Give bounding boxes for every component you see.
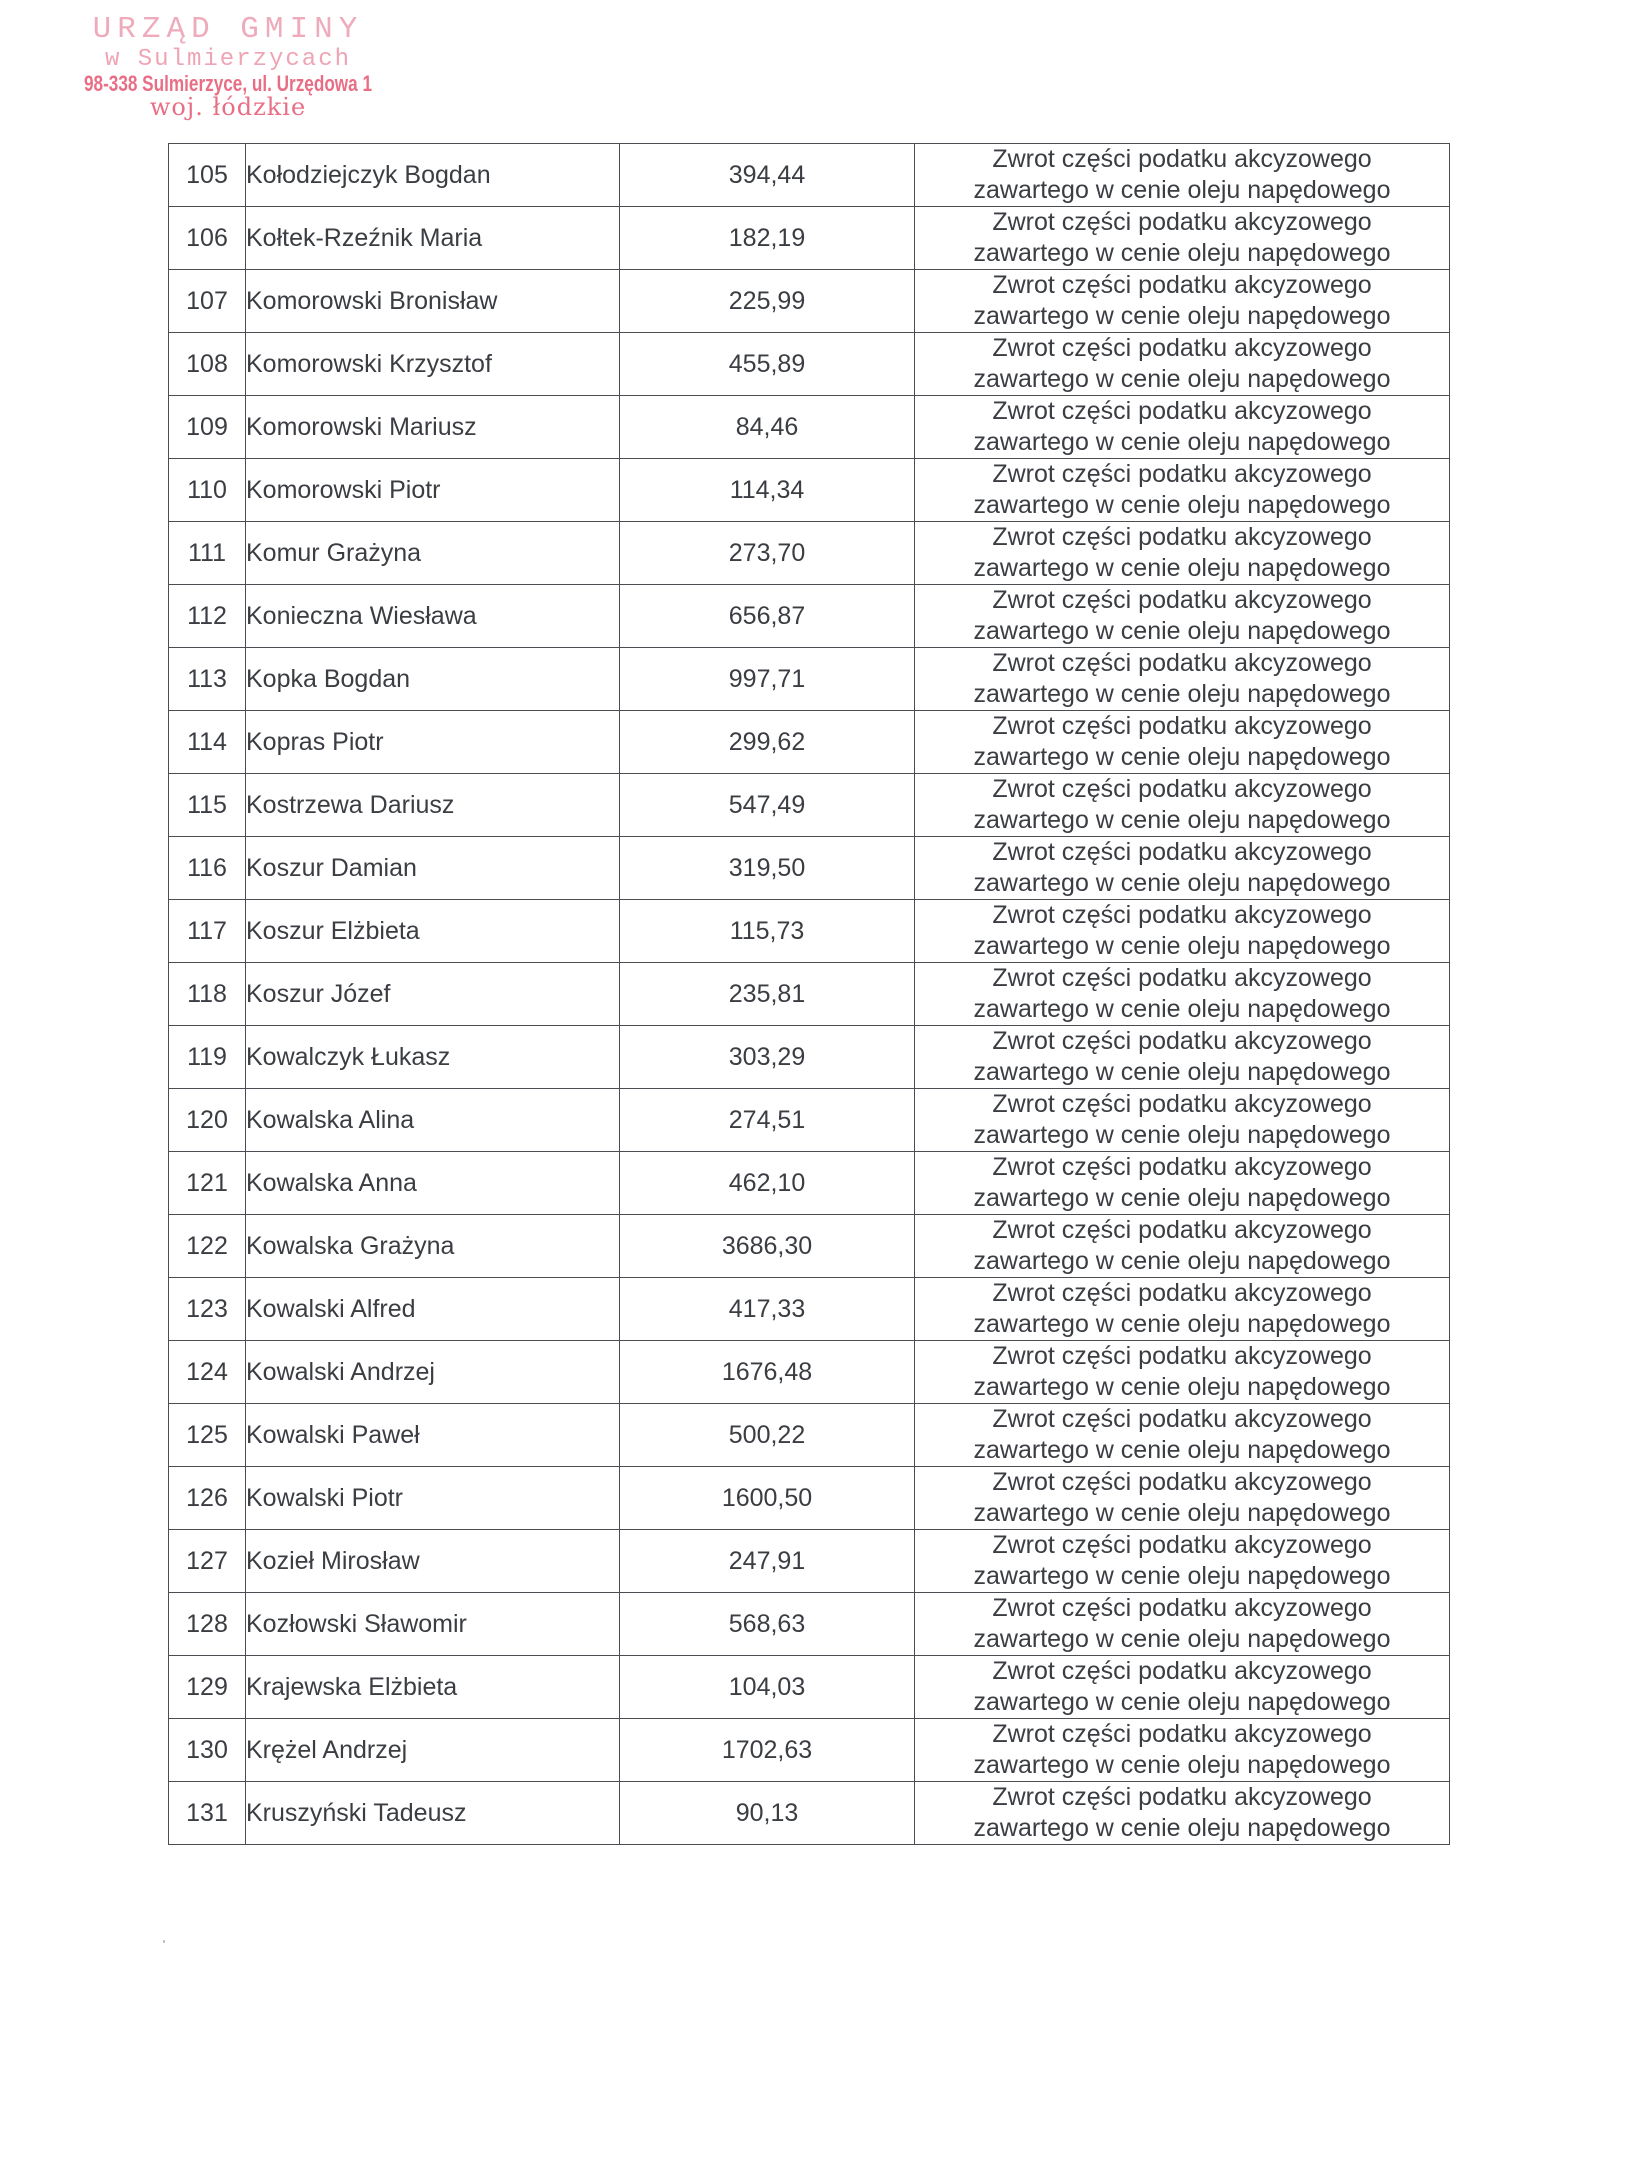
description-line-2: zawartego w cenie oleju napędowego: [973, 806, 1391, 834]
refund-amount: 319,50: [620, 837, 915, 900]
description-line-2: zawartego w cenie oleju napędowego: [973, 617, 1391, 645]
table-row: [169, 1215, 1450, 1278]
beneficiary-name: Kopras Piotr: [246, 711, 620, 774]
row-number: 113: [169, 648, 246, 711]
row-number: 122: [169, 1215, 246, 1278]
table-row: [169, 270, 1450, 333]
table-row: [169, 648, 1450, 711]
beneficiary-name: Koszur Damian: [246, 837, 620, 900]
table-row: [169, 1341, 1450, 1404]
refund-amount: 90,13: [620, 1782, 915, 1845]
table-row: [169, 1593, 1450, 1656]
row-number: 109: [169, 396, 246, 459]
stamp-locality: w Sulmierzycach: [104, 45, 352, 73]
description-line-1: Zwrot części podatku akcyzowego: [992, 1468, 1372, 1496]
beneficiary-name: Koszur Elżbieta: [246, 900, 620, 963]
refund-amount: 303,29: [620, 1026, 915, 1089]
refund-amount: 182,19: [620, 207, 915, 270]
table-row: [169, 207, 1450, 270]
refund-table-body: [169, 144, 1450, 1845]
description-line-1: Zwrot części podatku akcyzowego: [992, 523, 1372, 551]
beneficiary-name: Komorowski Piotr: [246, 459, 620, 522]
row-number: 130: [169, 1719, 246, 1782]
description-line-1: Zwrot części podatku akcyzowego: [992, 397, 1372, 425]
description-line-2: zawartego w cenie oleju napędowego: [973, 680, 1391, 708]
description-line-2: zawartego w cenie oleju napędowego: [973, 1562, 1391, 1590]
description-line-1: Zwrot części podatku akcyzowego: [992, 964, 1372, 992]
table-row: [169, 711, 1450, 774]
refund-description: [915, 1530, 1450, 1593]
description-line-2: zawartego w cenie oleju napędowego: [973, 239, 1391, 267]
refund-amount: 656,87: [620, 585, 915, 648]
description-line-2: zawartego w cenie oleju napędowego: [973, 869, 1391, 897]
row-number: 112: [169, 585, 246, 648]
refund-description: [915, 1719, 1450, 1782]
description-line-2: zawartego w cenie oleju napędowego: [973, 1058, 1391, 1086]
description-line-1: Zwrot części podatku akcyzowego: [992, 271, 1372, 299]
description-line-2: zawartego w cenie oleju napędowego: [973, 1373, 1391, 1401]
description-line-1: Zwrot części podatku akcyzowego: [992, 1720, 1372, 1748]
refund-description: [915, 648, 1450, 711]
refund-amount: 274,51: [620, 1089, 915, 1152]
row-number: 126: [169, 1467, 246, 1530]
refund-amount: 568,63: [620, 1593, 915, 1656]
refund-amount: 84,46: [620, 396, 915, 459]
refund-amount: 500,22: [620, 1404, 915, 1467]
table-row: [169, 1026, 1450, 1089]
description-line-1: Zwrot części podatku akcyzowego: [992, 1594, 1372, 1622]
table-row: [169, 144, 1450, 207]
refund-amount: 299,62: [620, 711, 915, 774]
table-row: [169, 1467, 1450, 1530]
description-line-1: Zwrot części podatku akcyzowego: [992, 460, 1372, 488]
beneficiary-name: Kostrzewa Dariusz: [246, 774, 620, 837]
refund-description: [915, 1404, 1450, 1467]
description-line-1: Zwrot części podatku akcyzowego: [992, 1027, 1372, 1055]
table-row: [169, 1404, 1450, 1467]
table-row: [169, 522, 1450, 585]
description-line-1: Zwrot części podatku akcyzowego: [992, 649, 1372, 677]
description-line-1: Zwrot części podatku akcyzowego: [992, 838, 1372, 866]
description-line-2: zawartego w cenie oleju napędowego: [973, 176, 1391, 204]
row-number: 121: [169, 1152, 246, 1215]
description-line-2: zawartego w cenie oleju napędowego: [973, 1121, 1391, 1149]
row-number: 108: [169, 333, 246, 396]
row-number: 124: [169, 1341, 246, 1404]
stamp-address: 98-338 Sulmierzyce, ul. Urzędowa 1: [83, 70, 373, 96]
row-number: 106: [169, 207, 246, 270]
refund-description: [915, 459, 1450, 522]
row-number: 120: [169, 1089, 246, 1152]
beneficiary-name: Kowalska Grażyna: [246, 1215, 620, 1278]
stamp-office-name: URZĄD GMINY: [92, 12, 364, 47]
beneficiary-name: Kowalski Piotr: [246, 1467, 620, 1530]
row-number: 111: [169, 522, 246, 585]
refund-description: [915, 144, 1450, 207]
refund-description: [915, 1215, 1450, 1278]
refund-description: [915, 522, 1450, 585]
refund-description: [915, 1341, 1450, 1404]
description-line-1: Zwrot części podatku akcyzowego: [992, 1342, 1372, 1370]
description-line-2: zawartego w cenie oleju napędowego: [973, 1310, 1391, 1338]
table-row: [169, 1782, 1450, 1845]
refund-description: [915, 1152, 1450, 1215]
refund-amount: 3686,30: [620, 1215, 915, 1278]
refund-amount: 104,03: [620, 1656, 915, 1719]
description-line-1: Zwrot części podatku akcyzowego: [992, 712, 1372, 740]
refund-description: [915, 900, 1450, 963]
refund-description: [915, 1089, 1450, 1152]
description-line-2: zawartego w cenie oleju napędowego: [973, 1625, 1391, 1653]
refund-description: [915, 711, 1450, 774]
description-line-2: zawartego w cenie oleju napędowego: [973, 1184, 1391, 1212]
refund-description: [915, 1278, 1450, 1341]
refund-amount: 997,71: [620, 648, 915, 711]
refund-description: [915, 396, 1450, 459]
table-row: [169, 774, 1450, 837]
stamp-voivodeship: woj. łódzkie: [149, 92, 307, 121]
beneficiary-name: Kopka Bogdan: [246, 648, 620, 711]
beneficiary-name: Komorowski Mariusz: [246, 396, 620, 459]
row-number: 128: [169, 1593, 246, 1656]
row-number: 131: [169, 1782, 246, 1845]
description-line-1: Zwrot części podatku akcyzowego: [992, 1657, 1372, 1685]
description-line-1: Zwrot części podatku akcyzowego: [992, 901, 1372, 929]
refund-description: [915, 1026, 1450, 1089]
refund-amount: 394,44: [620, 144, 915, 207]
refund-description: [915, 837, 1450, 900]
refund-description: [915, 1656, 1450, 1719]
refund-amount: 1600,50: [620, 1467, 915, 1530]
description-line-1: Zwrot części podatku akcyzowego: [992, 334, 1372, 362]
row-number: 125: [169, 1404, 246, 1467]
description-line-2: zawartego w cenie oleju napędowego: [973, 1814, 1391, 1842]
table-row: [169, 1530, 1450, 1593]
office-stamp: [48, 14, 408, 120]
refund-amount: 115,73: [620, 900, 915, 963]
refund-description: [915, 207, 1450, 270]
description-line-2: zawartego w cenie oleju napędowego: [973, 302, 1391, 330]
table-row: [169, 1719, 1450, 1782]
table-row: [169, 900, 1450, 963]
row-number: 129: [169, 1656, 246, 1719]
description-line-2: zawartego w cenie oleju napędowego: [973, 1499, 1391, 1527]
table-row: [169, 459, 1450, 522]
description-line-2: zawartego w cenie oleju napędowego: [973, 1247, 1391, 1275]
beneficiary-name: Kowalski Andrzej: [246, 1341, 620, 1404]
row-number: 114: [169, 711, 246, 774]
row-number: 105: [169, 144, 246, 207]
description-line-1: Zwrot części podatku akcyzowego: [992, 1405, 1372, 1433]
beneficiary-name: Kozłowski Sławomir: [246, 1593, 620, 1656]
refund-description: [915, 963, 1450, 1026]
refund-amount: 235,81: [620, 963, 915, 1026]
refund-amount: 273,70: [620, 522, 915, 585]
beneficiary-name: Krajewska Elżbieta: [246, 1656, 620, 1719]
description-line-2: zawartego w cenie oleju napędowego: [973, 1688, 1391, 1716]
row-number: 118: [169, 963, 246, 1026]
description-line-1: Zwrot części podatku akcyzowego: [992, 1783, 1372, 1811]
description-line-2: zawartego w cenie oleju napędowego: [973, 1751, 1391, 1779]
row-number: 115: [169, 774, 246, 837]
row-number: 119: [169, 1026, 246, 1089]
beneficiary-name: Konieczna Wiesława: [246, 585, 620, 648]
description-line-1: Zwrot części podatku akcyzowego: [992, 1153, 1372, 1181]
table-row: [169, 396, 1450, 459]
description-line-2: zawartego w cenie oleju napędowego: [973, 428, 1391, 456]
description-line-1: Zwrot części podatku akcyzowego: [992, 586, 1372, 614]
table-row: [169, 1656, 1450, 1719]
refund-amount: 462,10: [620, 1152, 915, 1215]
description-line-2: zawartego w cenie oleju napędowego: [973, 995, 1391, 1023]
refund-description: [915, 270, 1450, 333]
row-number: 107: [169, 270, 246, 333]
beneficiary-name: Kowalczyk Łukasz: [246, 1026, 620, 1089]
beneficiary-name: Koszur Józef: [246, 963, 620, 1026]
table-row: [169, 1089, 1450, 1152]
refund-amount: 1676,48: [620, 1341, 915, 1404]
refund-amount: 114,34: [620, 459, 915, 522]
refund-table: [168, 143, 1450, 1845]
description-line-1: Zwrot części podatku akcyzowego: [992, 1216, 1372, 1244]
beneficiary-name: Kruszyński Tadeusz: [246, 1782, 620, 1845]
refund-description: [915, 333, 1450, 396]
description-line-2: zawartego w cenie oleju napędowego: [973, 365, 1391, 393]
refund-amount: 455,89: [620, 333, 915, 396]
description-line-1: Zwrot części podatku akcyzowego: [992, 145, 1372, 173]
row-number: 123: [169, 1278, 246, 1341]
refund-description: [915, 1782, 1450, 1845]
beneficiary-name: Komorowski Krzysztof: [246, 333, 620, 396]
table-row: [169, 837, 1450, 900]
refund-description: [915, 585, 1450, 648]
beneficiary-name: Komur Grażyna: [246, 522, 620, 585]
description-line-1: Zwrot części podatku akcyzowego: [992, 775, 1372, 803]
beneficiary-name: Kozieł Mirosław: [246, 1530, 620, 1593]
description-line-1: Zwrot części podatku akcyzowego: [992, 1279, 1372, 1307]
row-number: 116: [169, 837, 246, 900]
description-line-1: Zwrot części podatku akcyzowego: [992, 208, 1372, 236]
description-line-1: Zwrot części podatku akcyzowego: [992, 1531, 1372, 1559]
refund-amount: 1702,63: [620, 1719, 915, 1782]
beneficiary-name: Krężel Andrzej: [246, 1719, 620, 1782]
refund-description: [915, 774, 1450, 837]
refund-amount: 547,49: [620, 774, 915, 837]
table-row: [169, 963, 1450, 1026]
description-line-2: zawartego w cenie oleju napędowego: [973, 932, 1391, 960]
scan-artifact: [163, 1940, 165, 1943]
description-line-1: Zwrot części podatku akcyzowego: [992, 1090, 1372, 1118]
refund-description: [915, 1467, 1450, 1530]
row-number: 117: [169, 900, 246, 963]
table-row: [169, 1278, 1450, 1341]
beneficiary-name: Kowalska Alina: [246, 1089, 620, 1152]
description-line-2: zawartego w cenie oleju napędowego: [973, 743, 1391, 771]
refund-amount: 225,99: [620, 270, 915, 333]
description-line-2: zawartego w cenie oleju napędowego: [973, 554, 1391, 582]
beneficiary-name: Kołtek-Rzeźnik Maria: [246, 207, 620, 270]
description-line-2: zawartego w cenie oleju napędowego: [973, 491, 1391, 519]
table-row: [169, 585, 1450, 648]
beneficiary-name: Kołodziejczyk Bogdan: [246, 144, 620, 207]
table-row: [169, 333, 1450, 396]
beneficiary-name: Komorowski Bronisław: [246, 270, 620, 333]
row-number: 127: [169, 1530, 246, 1593]
description-line-2: zawartego w cenie oleju napędowego: [973, 1436, 1391, 1464]
beneficiary-name: Kowalski Paweł: [246, 1404, 620, 1467]
refund-description: [915, 1593, 1450, 1656]
table-row: [169, 1152, 1450, 1215]
refund-amount: 247,91: [620, 1530, 915, 1593]
beneficiary-name: Kowalska Anna: [246, 1152, 620, 1215]
refund-amount: 417,33: [620, 1278, 915, 1341]
beneficiary-name: Kowalski Alfred: [246, 1278, 620, 1341]
row-number: 110: [169, 459, 246, 522]
